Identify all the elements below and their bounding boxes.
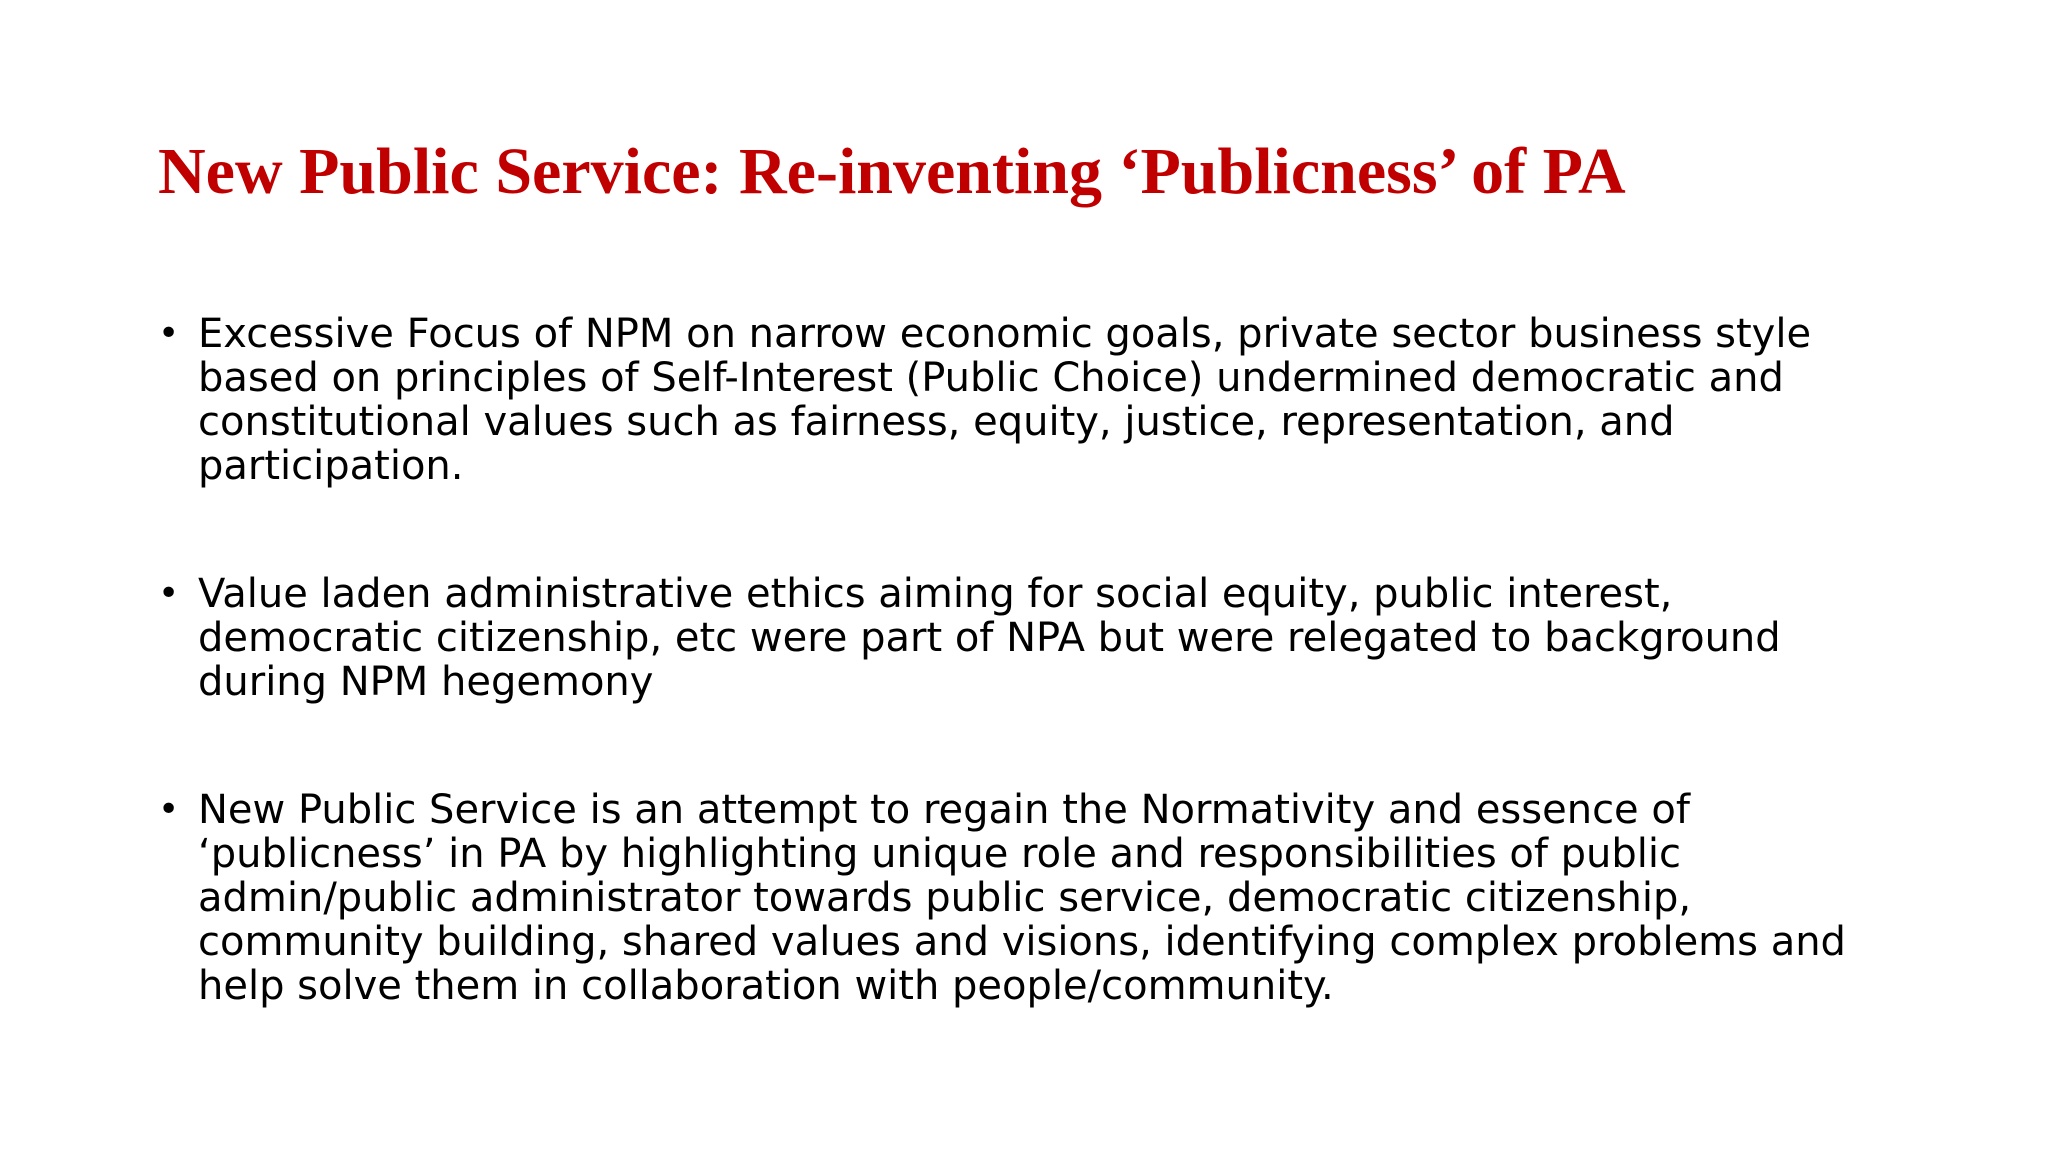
- bullet-text: [198, 788, 1918, 1008]
- bullet-line: during NPM hegemony: [198, 659, 654, 705]
- bullet-icon: •: [158, 573, 180, 614]
- bullet-text: [198, 312, 1918, 488]
- bullet-line: constitutional values such as fairness, equity, justice, representation, and: [198, 399, 1675, 445]
- bullet-icon: •: [158, 313, 180, 354]
- bullet-line: community building, shared values and visions, identifying complex problems and: [198, 919, 1846, 965]
- bullet-line: Value laden administrative ethics aiming for social equity, public interest,: [198, 571, 1673, 617]
- bullet-line: Excessive Focus of NPM on narrow economic goals, private sector business style: [198, 311, 1812, 357]
- slide-title: New Public Service: Re-inventing ‘Publicness’ of PA: [158, 135, 1626, 208]
- bullet-line: ‘publicness’ in PA by highlighting unique role and responsibilities of public: [198, 831, 1681, 877]
- bullet-icon: •: [158, 789, 180, 830]
- bullet-line: admin/public administrator towards public service, democratic citizenship,: [198, 875, 1692, 921]
- bullet-line: participation.: [198, 443, 464, 489]
- bullet-line: help solve them in collaboration with people/community.: [198, 963, 1334, 1009]
- bullet-text: [198, 572, 1918, 704]
- bullet-line: New Public Service is an attempt to regain the Normativity and essence of: [198, 787, 1690, 833]
- bullet-line: democratic citizenship, etc were part of NPA but were relegated to background: [198, 615, 1781, 661]
- bullet-line: based on principles of Self-Interest (Public Choice) undermined democratic and: [198, 355, 1784, 401]
